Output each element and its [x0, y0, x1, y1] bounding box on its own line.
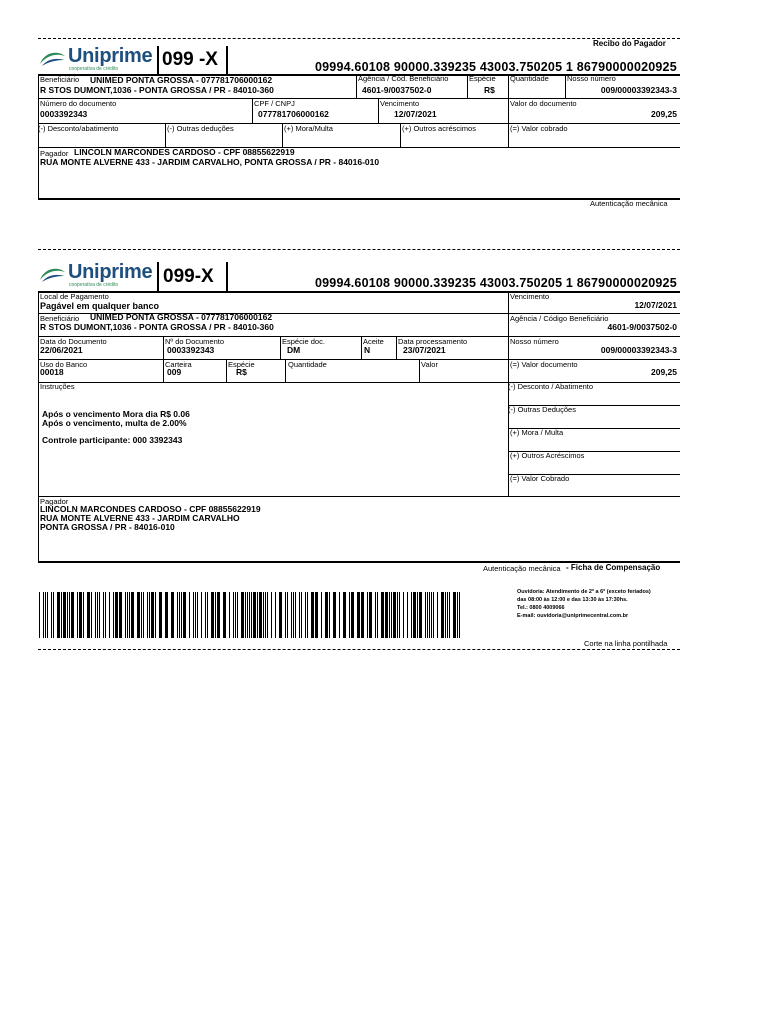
aceite-value: N: [364, 345, 371, 355]
barcode-bar: [393, 592, 396, 638]
cpf-label: CPF / CNPJ: [254, 99, 295, 108]
bank-code: 099 -X: [162, 49, 218, 70]
barcode-bar: [247, 592, 248, 638]
barcode-bar: [445, 592, 446, 638]
barcode-bar: [127, 592, 128, 638]
nosso-numero-label: Nosso número: [567, 74, 616, 83]
ficha-valor-doc-value: 209,25: [651, 367, 677, 377]
barcode-bar: [259, 592, 262, 638]
bank-code-2: 099-X: [163, 266, 214, 287]
uniprime-brand: Uniprime: [68, 261, 153, 283]
barcode-bar: [263, 592, 264, 638]
barcode-bar: [367, 592, 368, 638]
barcode-bar: [137, 592, 140, 638]
ficha-col-line: [419, 359, 420, 382]
ficha-nosso-numero-value: 009/00003392343-3: [600, 345, 677, 355]
barcode-bar: [433, 592, 434, 638]
receipt-row-line: [38, 98, 680, 99]
receipt-col-line: [165, 123, 166, 147]
barcode-bar: [197, 592, 198, 638]
barcode-bar: [237, 592, 238, 638]
barcode-bar: [351, 592, 354, 638]
receipt-col-line: [356, 74, 357, 98]
barcode-bar: [295, 592, 296, 638]
barcode-bar: [449, 592, 450, 638]
barcode-bar: [267, 592, 268, 638]
ficha-especie-value: R$: [236, 367, 247, 377]
barcode-bar: [43, 592, 44, 638]
barcode-bar: [141, 592, 142, 638]
barcode-bar: [113, 592, 114, 638]
barcode-bar: [129, 592, 130, 638]
ficha-beneficiario-label: Beneficiário: [40, 314, 80, 323]
barcode-bar: [83, 592, 84, 638]
barcode-bar: [305, 592, 306, 638]
agencia-label: Agência / Cód. Beneficiário: [358, 74, 449, 83]
ficha-col-line: [226, 359, 227, 382]
uniprime-tagline: cooperativa de crédito: [69, 282, 119, 288]
barcode-bar: [61, 592, 62, 638]
instrucao-multa: Após o vencimento, multa de 2.00%: [42, 418, 187, 428]
ficha-outras-deducoes-label: (-) Outras Deduções: [508, 405, 576, 414]
barcode-bar: [381, 592, 384, 638]
barcode-bar: [95, 592, 96, 638]
barcode-bar: [165, 592, 168, 638]
barcode-bar: [427, 592, 428, 638]
barcode-bar: [181, 592, 182, 638]
barcode-bar: [311, 592, 314, 638]
data-doc-value: 22/06/2021: [40, 345, 83, 355]
uniprime-logo-icon: [38, 50, 66, 68]
barcode-bar: [457, 592, 458, 638]
uso-banco-value: 00018: [40, 367, 64, 377]
barcode-bar: [287, 592, 288, 638]
instrucao-mora: Após o vencimento Mora dia R$ 0.06: [42, 409, 190, 419]
barcode-bar: [125, 592, 126, 638]
barcode-bar: [233, 592, 234, 638]
barcode-bar: [447, 592, 448, 638]
barcode-bar: [67, 592, 68, 638]
ficha-pagador-line3: PONTA GROSSA / PR - 84016-010: [40, 522, 175, 532]
barcode-bar: [375, 592, 376, 638]
barcode-bar: [105, 592, 106, 638]
vencimento-value: 12/07/2021: [394, 109, 437, 119]
top-cut-line: [38, 38, 680, 39]
receipt-col-line: [378, 98, 379, 123]
barcode-bar: [389, 592, 390, 638]
receipt-col-line: [508, 74, 509, 98]
ficha-col-line: [396, 336, 397, 359]
barcode-bar: [357, 592, 360, 638]
barcode-bar: [251, 592, 252, 638]
ficha-col-line: [163, 336, 164, 382]
barcode-bar: [325, 592, 328, 638]
barcode-bar: [271, 592, 272, 638]
valor-doc-label: Valor do documento: [510, 99, 577, 108]
barcode-bar: [201, 592, 202, 638]
barcode-bar: [293, 592, 294, 638]
barcode: [39, 592, 463, 638]
ouvidoria-line-3: Tel.: 0800 4009066: [517, 604, 565, 611]
barcode-bar: [69, 592, 70, 638]
barcode-bar: [97, 592, 98, 638]
outras-deducoes-label: (-) Outras deduções: [167, 124, 234, 133]
barcode-bar: [47, 592, 48, 638]
barcode-bar: [403, 592, 404, 638]
valor-doc-value: 209,25: [651, 109, 677, 119]
beneficiario-label: Beneficiário: [40, 75, 80, 84]
instrucoes-label: Instruções: [40, 382, 75, 391]
barcode-bar: [301, 592, 302, 638]
num-doc-label: Número do documento: [40, 99, 117, 108]
receipt-col-line: [400, 123, 401, 147]
ficha-row-line: [38, 359, 680, 360]
barcode-bar: [235, 592, 236, 638]
barcode-bar: [397, 592, 398, 638]
corte-label: Corte na linha pontilhada: [584, 639, 668, 648]
barcode-bar: [207, 592, 208, 638]
barcode-bar: [171, 592, 174, 638]
barcode-bar: [315, 592, 318, 638]
ouvidoria-info: [517, 589, 651, 621]
local-pagamento-label: Local de Pagamento: [40, 292, 109, 301]
receipt-row-line: [38, 123, 680, 124]
ouvidoria-line-4: E-mail: ouvidoria@uniprimecentral.com.br: [517, 612, 629, 619]
barcode-bar: [155, 592, 156, 638]
ficha-pagador-label: Pagador: [40, 497, 69, 506]
ouvidoria-line-1: Ouvidoria: Atendimento de 2ª a 6ª (exceto feriados): [517, 589, 651, 595]
ficha-quantidade-label: Quantidade: [288, 360, 327, 369]
receipt-col-line: [508, 98, 509, 123]
ficha-agencia-value: 4601-9/0037502-0: [607, 322, 677, 332]
logo-separator: [157, 262, 159, 291]
barcode-bar: [285, 592, 286, 638]
beneficiario-name: UNIMED PONTA GROSSA - 077781706000162: [90, 75, 273, 85]
data-doc-label: Data do Documento: [40, 337, 107, 346]
digitable-line: 09994.60108 90000.339235 43003.750205 1 86790000020925: [315, 60, 677, 74]
receipt-col-line: [252, 98, 253, 123]
ficha-desconto-label: (-) Desconto / Abatimento: [508, 382, 594, 391]
barcode-bar: [361, 592, 364, 638]
logo-separator: [157, 46, 159, 74]
barcode-bar: [179, 592, 180, 638]
barcode-bar: [183, 592, 186, 638]
data-proc-value: 23/07/2021: [403, 345, 446, 355]
barcode-bar: [177, 592, 178, 638]
ficha-row-line: [38, 336, 680, 337]
barcode-bar: [307, 592, 308, 638]
ficha-left-border: [38, 291, 39, 561]
barcode-bar: [77, 592, 78, 638]
barcode-bar: [51, 592, 52, 638]
ficha-compensacao-title: - Ficha de Compensação: [566, 563, 661, 572]
pagador-address: RUA MONTE ALVERNE 433 - JARDIM CARVALHO, PONTA GROSSA / PR - 84016-010: [40, 157, 380, 167]
barcode-bar: [441, 592, 444, 638]
agencia-value: 4601-9/0037502-0: [362, 85, 432, 95]
barcode-bar: [459, 592, 460, 638]
especie-doc-value: DM: [287, 345, 301, 355]
barcode-bar: [343, 592, 346, 638]
barcode-bar: [407, 592, 408, 638]
valor-cobrado-label: (=) Valor cobrado: [510, 124, 568, 133]
barcode-bar: [249, 592, 250, 638]
middle-cut-line: [38, 249, 680, 250]
barcode-bar: [299, 592, 300, 638]
ficha-valor-doc-label: (=) Valor documento: [510, 360, 578, 369]
barcode-bar: [291, 592, 292, 638]
mora-label: (+) Mora/Multa: [284, 124, 333, 133]
barcode-bar: [39, 592, 40, 638]
uniprime-logo-icon: [38, 266, 66, 284]
ficha-right-col-line: [508, 291, 509, 496]
barcode-bar: [71, 592, 74, 638]
barcode-bar: [205, 592, 206, 638]
barcode-bar: [229, 592, 230, 638]
barcode-bar: [241, 592, 244, 638]
barcode-bar: [385, 592, 388, 638]
barcode-bar: [329, 592, 330, 638]
especie-value: R$: [484, 85, 495, 95]
barcode-bar: [143, 592, 144, 638]
ficha-nosso-numero-label: Nosso número: [510, 337, 559, 346]
barcode-bar: [391, 592, 392, 638]
barcode-bar: [257, 592, 258, 638]
barcode-bar: [253, 592, 256, 638]
ouvidoria-line-2: das 08:00 às 12:00 e das 13:30 às 17:30hs.: [517, 596, 628, 603]
barcode-bar: [189, 592, 190, 638]
ficha-beneficiario-name: UNIMED PONTA GROSSA - 077781706000162: [90, 312, 273, 322]
barcode-bar: [131, 592, 134, 638]
barcode-bar: [339, 592, 340, 638]
uniprime-tagline: cooperativa de crédito: [69, 66, 119, 72]
barcode-bar: [265, 592, 266, 638]
barcode-bar: [159, 592, 162, 638]
bank-code-separator: [226, 262, 228, 291]
ficha-valor-cobrado-label: (=) Valor Cobrado: [510, 474, 570, 483]
bottom-cut-line: [38, 649, 680, 650]
digitable-line-2: 09994.60108 90000.339235 43003.750205 1 86790000020925: [315, 276, 677, 290]
barcode-bar: [109, 592, 110, 638]
aceite-label: Aceite: [363, 337, 384, 346]
receipt-title: Recibo do Pagador: [593, 39, 666, 48]
ficha-col-line: [285, 359, 286, 382]
barcode-bar: [87, 592, 90, 638]
data-proc-label: Data processamento: [398, 337, 468, 346]
barcode-bar: [437, 592, 438, 638]
ficha-col-line: [361, 336, 362, 359]
uso-banco-label: Uso do Banco: [40, 360, 88, 369]
local-pagamento-value: Pagável em qualquer banco: [40, 301, 160, 311]
barcode-bar: [419, 592, 422, 638]
especie-doc-label: Espécie doc.: [282, 337, 325, 346]
barcode-bar: [377, 592, 378, 638]
ficha-row-line: [38, 496, 680, 497]
barcode-bar: [99, 592, 100, 638]
barcode-bar: [349, 592, 350, 638]
uniprime-logo-2: [38, 261, 160, 288]
barcode-bar: [279, 592, 282, 638]
ficha-pagador-line1: LINCOLN MARCONDES CARDOSO - CPF 08855622919: [40, 504, 261, 514]
quantidade-label: Quantidade: [510, 74, 549, 83]
ficha-agencia-label: Agência / Código Beneficiário: [510, 314, 609, 323]
ficha-top-border: [38, 291, 680, 293]
ficha-beneficiario-address: R STOS DUMONT,1036 - PONTA GROSSA / PR - 84010-360: [40, 322, 274, 332]
autenticacao-label: Autenticação mecânica: [590, 199, 668, 208]
ficha-col-line: [280, 336, 281, 359]
ficha-pagador-line2: RUA MONTE ALVERNE 433 - JARDIM CARVALHO: [40, 513, 240, 523]
barcode-bar: [399, 592, 400, 638]
barcode-bar: [79, 592, 82, 638]
barcode-bar: [119, 592, 122, 638]
barcode-bar: [417, 592, 418, 638]
ficha-outros-acrescimos-label: (+) Outros Acréscimos: [510, 451, 585, 460]
barcode-bar: [151, 592, 154, 638]
beneficiario-address: R STOS DUMONT,1036 - PONTA GROSSA / PR - 84010-360: [40, 85, 274, 95]
barcode-bar: [215, 592, 216, 638]
barcode-bar: [223, 592, 226, 638]
barcode-bar: [245, 592, 246, 638]
carteira-label: Carteira: [165, 360, 192, 369]
barcode-bar: [413, 592, 416, 638]
ficha-vencimento-value: 12/07/2021: [634, 300, 677, 310]
barcode-bar: [91, 592, 92, 638]
receipt-col-line: [467, 74, 468, 98]
receipt-col-line: [508, 123, 509, 147]
ficha-autenticacao-label: Autenticação mecânica: [483, 564, 561, 573]
ficha-mora-label: (+) Mora / Multa: [510, 428, 564, 437]
carteira-value: 009: [167, 367, 182, 377]
desconto-label: (-) Desconto/abatimento: [38, 124, 119, 133]
uniprime-brand: Uniprime: [68, 45, 153, 67]
outros-acrescimos-label: (+) Outros acréscimos: [402, 124, 476, 133]
cpf-value: 077781706000162: [258, 109, 329, 119]
valor-label: Valor: [421, 360, 438, 369]
barcode-bar: [333, 592, 336, 638]
receipt-col-line: [282, 123, 283, 147]
barcode-bar: [45, 592, 46, 638]
barcode-bar: [369, 592, 372, 638]
especie-label: Espécie: [469, 74, 496, 83]
pagador-label: Pagador: [40, 149, 69, 158]
receipt-bottom-border: [38, 198, 680, 200]
ficha-vencimento-label: Vencimento: [510, 292, 550, 301]
barcode-bar: [115, 592, 118, 638]
barcode-bar: [425, 592, 426, 638]
barcode-bar: [453, 592, 456, 638]
ficha-num-doc-label: Nº do Documento: [165, 337, 225, 346]
barcode-bar: [217, 592, 220, 638]
barcode-bar: [193, 592, 194, 638]
barcode-bar: [63, 592, 66, 638]
barcode-bar: [147, 592, 148, 638]
bank-code-separator: [226, 46, 228, 74]
num-doc-value: 0003392343: [40, 109, 88, 119]
instrucao-controle: Controle participante: 000 3392343: [42, 435, 183, 445]
barcode-bar: [103, 592, 104, 638]
ficha-especie-label: Espécie: [228, 360, 255, 369]
barcode-bar: [57, 592, 60, 638]
uniprime-logo: [38, 45, 160, 72]
receipt-left-border: [38, 74, 39, 198]
ficha-num-doc-value: 0003392343: [167, 345, 215, 355]
barcode-bar: [149, 592, 150, 638]
barcode-bar: [429, 592, 430, 638]
pagador-name: LINCOLN MARCONDES CARDOSO - CPF 08855622919: [74, 147, 295, 157]
barcode-bar: [275, 592, 276, 638]
barcode-bar: [431, 592, 432, 638]
vencimento-label: Vencimento: [380, 99, 420, 108]
barcode-bar: [195, 592, 196, 638]
nosso-numero-value: 009/00003392343-3: [600, 85, 677, 95]
barcode-bar: [211, 592, 214, 638]
receipt-col-line: [565, 74, 566, 98]
barcode-bar: [411, 592, 412, 638]
barcode-bar: [53, 592, 54, 638]
barcode-bar: [321, 592, 322, 638]
